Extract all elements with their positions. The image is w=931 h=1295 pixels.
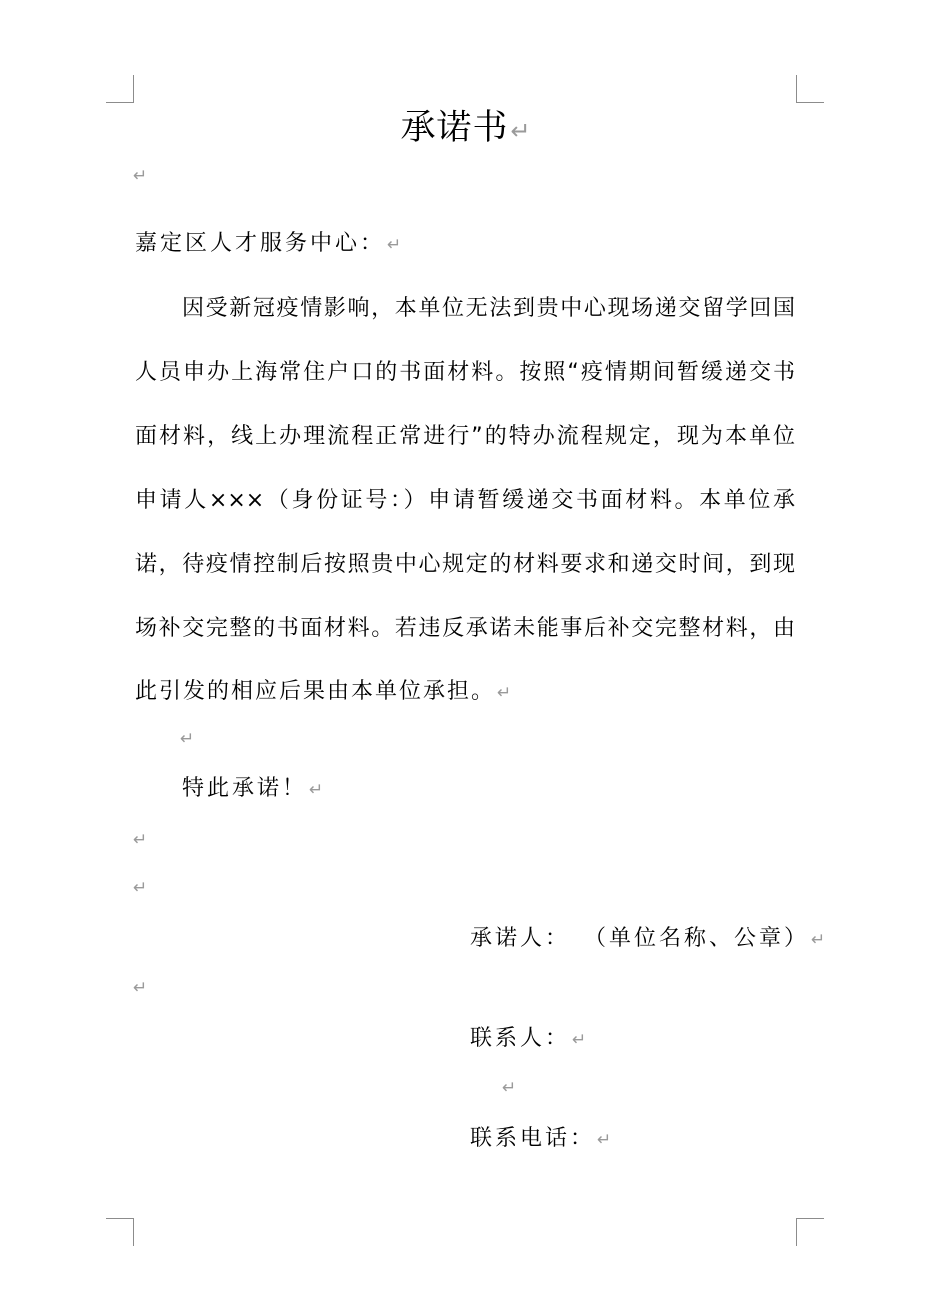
promisor-label: 承诺人： (470, 926, 571, 951)
document-title[interactable] (0, 104, 931, 155)
body-line-5[interactable]: 诺，待疫情控制后按照贵中心规定的材料要求和递交时间，到现 (135, 552, 795, 577)
paragraph-mark-icon: ↵ (133, 166, 148, 186)
body-line-3[interactable]: 面材料，线上办理流程正常进行”的特办流程规定，现为本单位 (135, 424, 795, 449)
paragraph-mark-icon: ↵ (811, 930, 826, 950)
paragraph-mark-icon: ↵ (502, 1078, 517, 1098)
page-corner-mark-top-left (106, 75, 134, 103)
contact-person-line[interactable] (470, 1024, 586, 1055)
body-line-6[interactable]: 场补交完整的书面材料。若违反承诺未能事后补交完整材料，由 (135, 616, 795, 641)
paragraph-mark-icon: ↵ (597, 1130, 612, 1150)
contact-phone-line[interactable] (470, 1124, 611, 1155)
addressee-text: 嘉定区人才服务中心： (135, 231, 386, 256)
body-line-4[interactable]: 申请人×××（身份证号：）申请暂缓递交书面材料。本单位承 (135, 488, 795, 513)
paragraph-mark-icon: ↵ (387, 235, 402, 255)
contact-phone-label: 联系电话： (470, 1126, 596, 1151)
body-line-1[interactable]: 因受新冠疫情影响，本单位无法到贵中心现场递交留学回国 (182, 296, 795, 321)
body-line-7[interactable] (135, 677, 511, 708)
paragraph-mark-icon: ↵ (510, 117, 531, 145)
closing-text: 特此承诺！ (182, 776, 308, 801)
page-corner-mark-bottom-right (796, 1218, 824, 1246)
body-line-7-text: 此引发的相应后果由本单位承担。 (135, 679, 496, 704)
page-corner-mark-top-right (796, 75, 824, 103)
paragraph-mark-icon: ↵ (497, 683, 512, 703)
page-corner-mark-bottom-left (106, 1218, 134, 1246)
addressee-line[interactable] (135, 229, 401, 260)
paragraph-mark-icon: ↵ (133, 830, 148, 850)
paragraph-mark-icon: ↵ (572, 1030, 587, 1050)
document-title-text: 承诺书 (400, 108, 509, 148)
paragraph-mark-icon: ↵ (309, 780, 324, 800)
paragraph-mark-icon: ↵ (133, 978, 148, 998)
promisor-value: （单位名称、公章） (584, 926, 810, 951)
promisor-line[interactable] (470, 924, 825, 955)
contact-person-label: 联系人： (470, 1026, 571, 1051)
paragraph-mark-icon: ↵ (180, 729, 195, 749)
body-line-2[interactable]: 人员申办上海常住户口的书面材料。按照“疫情期间暂缓递交书 (135, 360, 795, 385)
paragraph-mark-icon: ↵ (133, 878, 148, 898)
closing-line[interactable] (182, 774, 323, 805)
